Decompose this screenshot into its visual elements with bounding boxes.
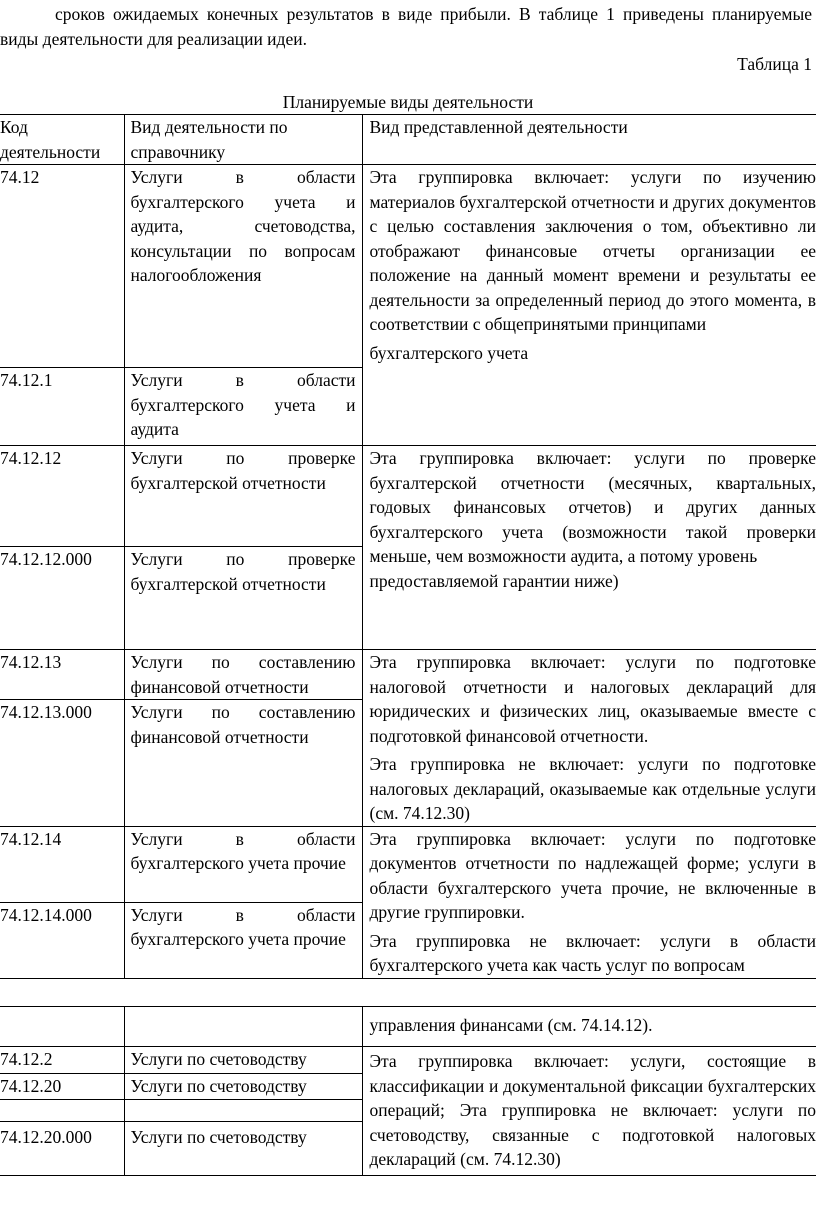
row-code: 74.12.20 (0, 1074, 124, 1100)
description-text: Эта группировка включает: услуги по подготовке налоговой отчетности и налоговых деклараций для юридических и физических лиц, оказываемые вместе с подготовкой финансовой отчетности. (369, 652, 816, 746)
description-text: Эта группировка не включает: услуги в области бухгалтерского учета как часть услуг по вопросам (369, 930, 816, 975)
description-text: бухгалтерского учета (369, 342, 529, 363)
row-code: 74.12 (0, 165, 124, 368)
row-kind: Услуги в области бухгалтерского учета прочие (124, 902, 362, 978)
row-description (362, 446, 816, 650)
row-code: 74.12.1 (0, 368, 124, 446)
activities-table-continuation (0, 1006, 816, 1176)
row-description (362, 826, 816, 978)
row-kind: Услуги по проверке бухгалтерской отчетности (124, 446, 362, 547)
row-code: 74.12.2 (0, 1047, 124, 1074)
table-row (0, 1007, 816, 1047)
row-kind: Услуги по счетоводству (124, 1047, 362, 1074)
row-kind: Услуги в области бухгалтерского учета и аудита, счетоводства, консультации по вопросам налогообложения (124, 165, 362, 368)
activities-table (0, 114, 816, 979)
row-code: 74.12.12 (0, 446, 124, 547)
table-row (0, 826, 816, 902)
row-kind: Услуги по проверке бухгалтерской отчетности (124, 547, 362, 650)
continuation-text: управления финансами (см. 74.14.12). (362, 1007, 816, 1047)
table-header-row (0, 115, 816, 165)
intro-text: сроков ожидаемых конечных результатов в виде прибыли. В таблице 1 приведены планируемые виды деятельности для реализации идеи. (0, 4, 812, 49)
row-kind: Услуги по счетоводству (124, 1074, 362, 1100)
row-kind: Услуги по составлению финансовой отчетности (124, 650, 362, 700)
row-kind: Услуги по составлению финансовой отчетности (124, 700, 362, 826)
intro-paragraph (0, 2, 812, 52)
row-description (362, 650, 816, 827)
row-kind: Услуги по счетоводству (124, 1122, 362, 1176)
description-text: Эта группировка включает: услуги по изучению материалов бухгалтерской отчетности и других документов с целью составления заключения о том, объективно ли отображают финансовые отчеты организации ее положение на данный момент времени и результаты ее деятельности за определенный период до этого момента, в соответствии с общепринятыми принципами (369, 167, 816, 334)
table-number: Таблица 1 (737, 54, 812, 74)
row-code: 74.12.13.000 (0, 700, 124, 826)
row-code-empty (0, 1100, 124, 1122)
row-description: Эта группировка включает: услуги, состоящие в классификации и документальной фиксации бухгалтерских операций; Эта группировка не включает: услуги по счетоводству, связанные с подготовкой налоговых деклараций (см. 74.12.30) (362, 1047, 816, 1176)
row-kind-empty (124, 1100, 362, 1122)
row-code: 74.12.20.000 (0, 1122, 124, 1176)
row-code: 74.12.14 (0, 826, 124, 902)
row-kind: Услуги в области бухгалтерского учета и аудита (124, 368, 362, 446)
description-text: Эта группировка не включает: услуги по подготовке налоговых деклараций, оказываемые как отдельные услуги (см. 74.12.30) (369, 754, 816, 823)
row-code: 74.12.12.000 (0, 547, 124, 650)
row-description (362, 165, 816, 446)
row-kind-empty (124, 1007, 362, 1047)
description-text: предоставляемой гарантии ниже) (369, 570, 619, 591)
table-row (0, 446, 816, 547)
row-code-empty (0, 1007, 124, 1047)
row-kind: Услуги в области бухгалтерского учета прочие (124, 826, 362, 902)
table-row (0, 650, 816, 700)
header-description: Вид представленной деятельности (362, 115, 816, 165)
table-row (0, 165, 816, 368)
table-row (0, 1047, 816, 1074)
description-text: Эта группировка включает: услуги по проверке бухгалтерской отчетности (месячных, квартальных, годовых финансовых отчетов) и других данных бухгалтерского учета (возможности такой проверки меньше, чем возможности аудита, а потому уровень (369, 448, 816, 566)
description-text: Эта группировка включает: услуги по подготовке документов отчетности по надлежащей форме; услуги в области бухгалтерского учета прочие, не включенные в другие группировки. (369, 828, 816, 922)
table-title: Планируемые виды деятельности (282, 92, 534, 112)
header-kind: Вид деятельности по справочнику (124, 115, 362, 165)
row-code: 74.12.13 (0, 650, 124, 700)
row-code: 74.12.14.000 (0, 902, 124, 978)
header-code: Код деятельности (0, 115, 124, 165)
